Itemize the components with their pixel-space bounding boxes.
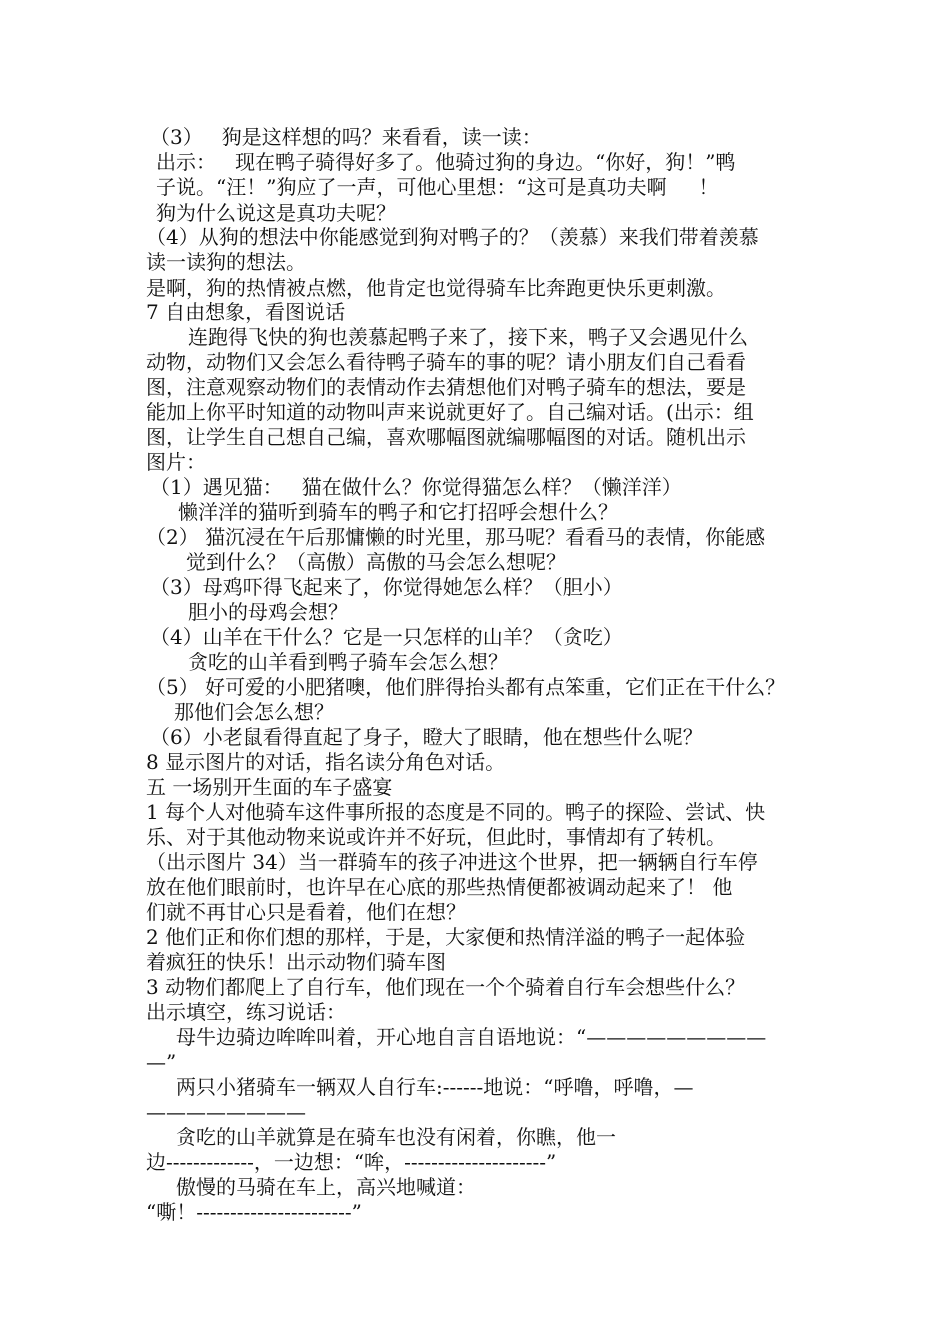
text-line: 出示填空，练习说话：: [146, 1000, 346, 1024]
text-line: 图，让学生自己想自己编，喜欢哪幅图就编哪幅图的对话。随机出示: [146, 425, 746, 449]
text-line: 傲慢的马骑在车上，高兴地喊道：: [176, 1175, 476, 1199]
text-line: 狗为什么说这是真功夫呢？: [156, 201, 396, 225]
text-line: “嘶！-----------------------”: [146, 1200, 362, 1224]
text-line: 3 动物们都爬上了自行车，他们现在一个个骑着自行车会想些什么？: [146, 975, 746, 999]
section-heading: 8 显示图片的对话，指名读分角色对话。: [146, 750, 506, 774]
text-line: （6）小老鼠看得直起了身子，瞪大了眼睛，他在想些什么呢？: [150, 725, 703, 749]
text-line: （2） 猫沉浸在午后那慵懒的时光里，那马呢？看看马的表情，你能感: [146, 525, 766, 549]
text-line: 胆小的母鸡会想？: [188, 600, 348, 624]
section-heading: 7 自由想象，看图说话: [146, 300, 346, 324]
text-line: —”: [146, 1050, 177, 1074]
text-line: 觉到什么？（高傲）高傲的马会怎么想呢？: [186, 550, 566, 574]
text-line: 懒洋洋的猫听到骑车的鸭子和它打招呼会想什么？: [178, 500, 618, 524]
text-line: 子说。“汪！”狗应了一声，可他心里想：“这可是真功夫啊 ！: [156, 175, 719, 199]
text-line: 出示： 现在鸭子骑得好多了。他骑过狗的身边。“你好，狗！”鸭: [156, 150, 736, 174]
text-line: 那他们会怎么想？: [174, 700, 334, 724]
text-line: 贪吃的山羊就算是在骑车也没有闲着，你瞧，他一: [176, 1125, 616, 1149]
text-line: 是啊，狗的热情被点燃，他肯定也觉得骑车比奔跑更快乐更刺激。: [146, 276, 726, 300]
text-line: 们就不再甘心只是看着，他们在想？: [146, 900, 466, 924]
text-line: 2 他们正和你们想的那样，于是，大家便和热情洋溢的鸭子一起体验: [146, 925, 746, 949]
text-line: （1）遇见猫： 猫在做什么？你觉得猫怎么样？（懒洋洋）: [150, 475, 682, 499]
text-line: （5） 好可爱的小肥猪噢，他们胖得抬头都有点笨重，它们正在干什么？: [146, 675, 786, 699]
text-line: ————————: [146, 1100, 306, 1124]
text-line: 乐、对于其他动物来说或许并不好玩，但此时，事情却有了转机。: [146, 825, 726, 849]
text-line: 图，注意观察动物们的表情动作去猜想他们对鸭子骑车的想法，要是: [146, 375, 746, 399]
text-line: 动物，动物们又会怎么看待鸭子骑车的事的呢？请小朋友们自己看看: [146, 350, 746, 374]
text-line: 连跑得飞快的狗也羡慕起鸭子来了，接下来，鸭子又会遇见什么: [188, 325, 748, 349]
section-heading: 五 一场别开生面的车子盛宴: [146, 775, 393, 799]
text-line: （3） 狗是这样想的吗？来看看，读一读：: [150, 125, 542, 149]
text-line: 1 每个人对他骑车这件事所报的态度是不同的。鸭子的探险、尝试、快: [146, 800, 766, 824]
text-line: （出示图片 34）当一群骑车的孩子冲进这个世界，把一辆辆自行车停: [146, 850, 758, 874]
text-line: 着疯狂的快乐！出示动物们骑车图: [146, 950, 446, 974]
text-line: 读一读狗的想法。: [146, 250, 306, 274]
text-line: 能加上你平时知道的动物叫声来说就更好了。自己编对话。(出示：组: [146, 400, 754, 424]
text-line: 母牛边骑边哞哞叫着，开心地自言自语地说：“—————————: [176, 1025, 767, 1049]
text-line: 边-------------，一边想：“哞，---------------------”: [146, 1150, 557, 1174]
text-line: （4）山羊在干什么？它是一只怎样的山羊？（贪吃）: [150, 625, 623, 649]
text-line: 图片：: [146, 450, 206, 474]
text-line: 放在他们眼前时，也许早在心底的那些热情便都被调动起来了！ 他: [146, 875, 733, 899]
text-line: 两只小猪骑车一辆双人自行车:------地说：“呼噜，呼噜，—: [176, 1075, 694, 1099]
text-line: （4）从狗的想法中你能感觉到狗对鸭子的？（羡慕）来我们带着羡慕: [146, 225, 759, 249]
text-line: 贪吃的山羊看到鸭子骑车会怎么想？: [188, 650, 508, 674]
text-line: （3）母鸡吓得飞起来了，你觉得她怎么样？（胆小）: [150, 575, 623, 599]
